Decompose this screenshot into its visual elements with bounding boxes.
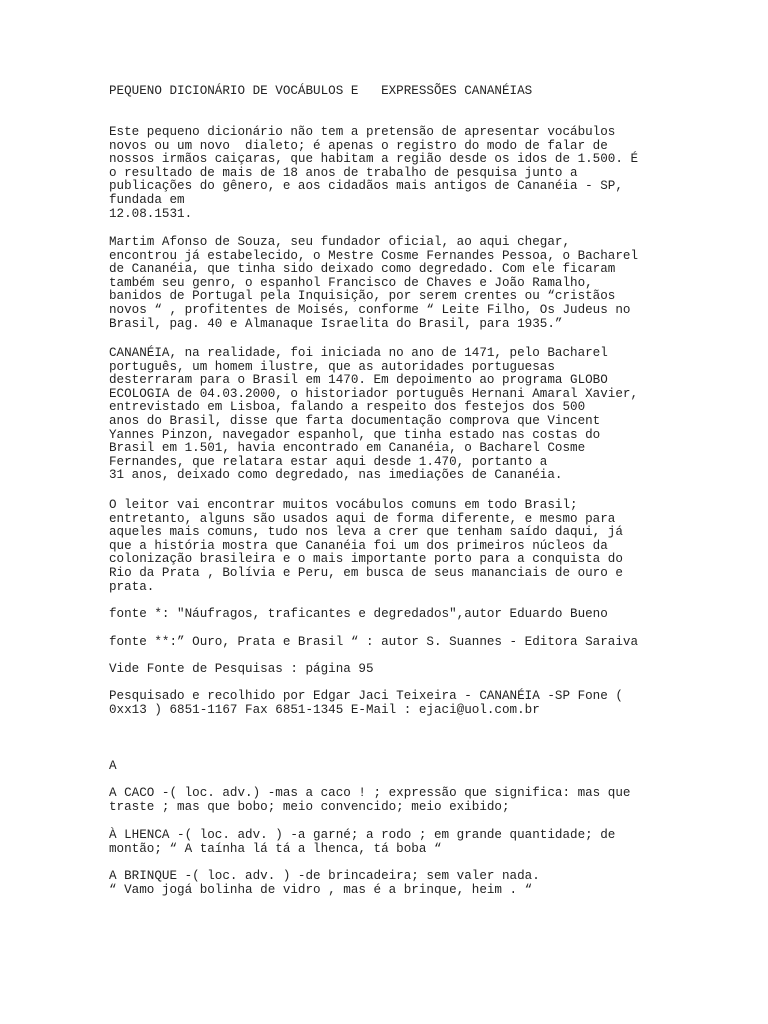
intro-line: o resultado de mais de 18 anos de trabalho de pesquisa junto a	[109, 165, 578, 180]
dictionary-entry	[109, 870, 540, 897]
paragraph-line: colonização brasileira e o mais importante porto para a conquista do	[109, 552, 623, 567]
intro-line: nossos irmãos caiçaras, que habitam a região desde os idos de 1.500. É	[109, 152, 639, 167]
intro-paragraph	[109, 126, 638, 221]
paragraph-line: banidos de Portugal pela Inquisição, por serem crentes ou “cristãos	[109, 289, 616, 304]
paragraph-line: prata.	[109, 579, 155, 594]
paragraph-line: ECOLOGIA de 04.03.2000, o historiador português Hernani Amaral Xavier,	[109, 386, 639, 401]
entry-line: montão; “ A taínha lá tá a lhenca, tá boba “	[109, 841, 442, 856]
paragraph-line: Brasil, pag. 40 e Almanaque Israelita do Brasil, para 1935.”	[109, 316, 563, 331]
cananeia-paragraph	[109, 347, 638, 483]
research-reference: Vide Fonte de Pesquisas : página 95	[109, 662, 374, 676]
paragraph-line: Fernandes, que relatara estar aqui desde 1.470, portanto a	[109, 454, 548, 469]
author-contact	[109, 690, 623, 717]
source-note-2: fonte **:” Ouro, Prata e Brasil “ : autor S. Suannes - Editora Saraiva	[109, 635, 639, 649]
intro-line: 12.08.1531.	[109, 206, 193, 221]
paragraph-line: 31 anos, deixado como degredado, nas imediações de Cananéia.	[109, 468, 563, 483]
contact-line: 0xx13 ) 6851-1167 Fax 6851-1345 E-Mail : ejaci@uol.com.br	[109, 702, 540, 717]
martim-paragraph	[109, 236, 638, 331]
entry-line: A BRINQUE -( loc. adv. ) -de brincadeira; sem valer nada.	[109, 869, 540, 883]
paragraph-line: de Cananéia, que tinha sido deixado como degredado. Com ele ficaram	[109, 262, 616, 277]
paragraph-line: Yannes Pinzon, navegador espanhol, que tinha estado nas costas do	[109, 427, 601, 442]
paragraph-line: CANANÉIA, na realidade, foi iniciada no ano de 1471, pelo Bacharel	[109, 346, 608, 360]
paragraph-line: encontrou já estabelecido, o Mestre Cosme Fernandes Pessoa, o Bacharel	[109, 248, 639, 263]
entry-line: “ Vamo jogá bolinha de vidro , mas é a brinque, heim . “	[109, 882, 533, 897]
leitor-paragraph	[109, 499, 623, 594]
paragraph-line: entretanto, alguns são usados aqui de forma diferente, e mesmo para	[109, 511, 616, 526]
paragraph-line: Rio da Prata , Bolívia e Peru, em busca de seus mananciais de ouro e	[109, 565, 623, 580]
paragraph-line: novos “ , profitentes de Moisés, conforme “ Leite Filho, Os Judeus no	[109, 302, 631, 317]
paragraph-line: português, um homem ilustre, que as autoridades portuguesas	[109, 359, 555, 374]
paragraph-line: que a história mostra que Cananéia foi um dos primeiros núcleos da	[109, 538, 608, 553]
dictionary-entry	[109, 787, 630, 814]
intro-line: Este pequeno dicionário não tem a pretensão de apresentar vocábulos	[109, 125, 616, 139]
entry-line: A CACO -( loc. adv.) -mas a caco ! ; expressão que significa: mas que	[109, 786, 631, 800]
document-title: PEQUENO DICIONÁRIO DE VOCÁBULOS E EXPRESSÕES CANANÉIAS	[109, 84, 533, 98]
entry-line: À LHENCA -( loc. adv. ) -a garné; a rodo ; em grande quantidade; de	[109, 828, 616, 842]
paragraph-line: desterraram para o Brasil em 1470. Em depoimento ao programa GLOBO	[109, 373, 608, 388]
source-note-1: fonte *: "Náufragos, traficantes e degredados",autor Eduardo Bueno	[109, 607, 608, 621]
contact-line: Pesquisado e recolhido por Edgar Jaci Teixeira - CANANÉIA -SP Fone (	[109, 689, 623, 703]
paragraph-line: também seu genro, o espanhol Francisco de Chaves e João Ramalho,	[109, 275, 593, 290]
intro-line: publicações do gênero, e aos cidadãos mais antigos de Cananéia - SP,	[109, 179, 623, 194]
paragraph-line: Martim Afonso de Souza, seu fundador oficial, ao aqui chegar,	[109, 235, 571, 249]
paragraph-line: aqueles mais comuns, tudo nos leva a crer que tenham saído daqui, já	[109, 525, 623, 540]
paragraph-line: entrevistado em Lisboa, falando a respeito dos festejos dos 500	[109, 400, 586, 415]
paragraph-line: O leitor vai encontrar muitos vocábulos comuns em todo Brasil;	[109, 498, 578, 512]
paragraph-line: Brasil em 1.501, havia encontrado em Cananéia, o Bacharel Cosme	[109, 441, 586, 456]
section-letter-heading: A	[109, 759, 117, 773]
intro-line: novos ou um novo dialeto; é apenas o registro do modo de falar de	[109, 138, 608, 153]
paragraph-line: anos do Brasil, disse que farta documentação comprova que Vincent	[109, 413, 601, 428]
dictionary-entry	[109, 829, 615, 856]
intro-line: fundada em	[109, 192, 185, 207]
entry-line: traste ; mas que bobo; meio convencido; meio exibido;	[109, 799, 510, 814]
